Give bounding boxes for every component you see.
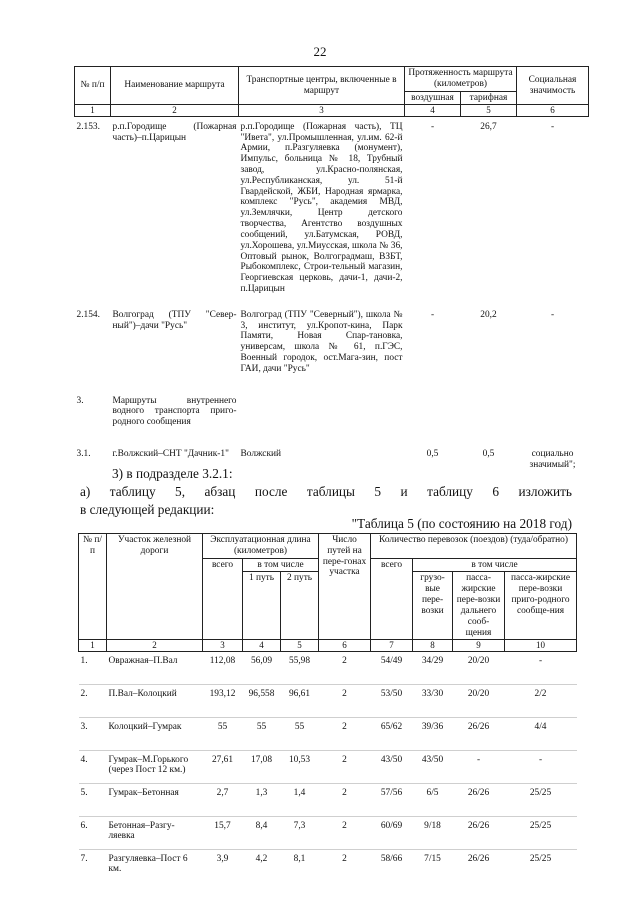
- traffic-freight: 7/15: [413, 849, 453, 882]
- column-number: 4: [243, 640, 281, 651]
- length-track2: 10,53: [281, 750, 319, 783]
- length-track2: 55,98: [288, 655, 311, 666]
- railway-section: Гумрак–М.Горького (через Пост 12 км.): [107, 750, 203, 783]
- traffic-freight: 33/30: [413, 684, 453, 717]
- column-number: 5: [281, 640, 319, 651]
- table-caption: "Таблица 5 (по состоянию на 2018 год): [351, 516, 572, 531]
- track-count: 2: [319, 849, 371, 882]
- col-header-length: Эксплуатационная длина (километров): [203, 534, 319, 559]
- route-social-significance: социально значимый";: [529, 449, 576, 470]
- traffic-suburban: 4/4: [505, 717, 577, 750]
- length-track1: 8,4: [243, 816, 281, 849]
- length-track2: 7,3: [281, 816, 319, 849]
- col-header-section: Участок железной дороги: [107, 534, 203, 640]
- col-header-long-distance: пасса-жирские пере-возки дальнего сооб-щения: [453, 572, 505, 640]
- traffic-suburban: 25/25: [505, 783, 577, 816]
- row-number: 5.: [79, 783, 107, 816]
- table-row: [75, 296, 589, 376]
- instruction-paragraph-line1: а) таблицу 5, абзац после таблицы 5 и таблицу 6 изложить: [80, 484, 572, 499]
- column-number: 1: [75, 105, 111, 116]
- table-row: [79, 684, 577, 717]
- railway-section: Бетонная–Разгу-ляевка: [107, 816, 203, 849]
- column-number: 1: [79, 640, 107, 651]
- length-total: 15,7: [203, 816, 243, 849]
- col-header-traffic: Количество перевозок (поездов) (туда/обратно): [371, 534, 577, 559]
- route-transport-centers: р.п.Городище (Пожарная часть), ТЦ "Ивета", ул.Промышленная, ул.им. 62-й Армии, п.Разгуляевка (монумент), Импульс, больница № 18, Трубный завод, ул.Красно-полянская, ул.Республиканская, ул. 51-й Гвардейской, ЖБИ, Народная ярмарка, комплекс "Русь", академия МВД, ул.Землячки, Центр детского творчества, Агентство воздушных сообщений, ул.Батумская, РОВД, ул.Хорошева, ул.Миусская, школа № 36, Оптовый рынок, Волгоградмаш, ВЗБТ, Рыбокомплекс, Строи-тельный магазин, Георгиевская церковь, дачи-1, дачи-2, п.Царицын: [240, 121, 403, 294]
- traffic-suburban: -: [505, 750, 577, 783]
- track-count: 2: [319, 750, 371, 783]
- length-total: 55: [203, 717, 243, 750]
- column-number: 2: [107, 640, 203, 651]
- track-count: 2: [319, 783, 371, 816]
- length-track1: 17,08: [243, 750, 281, 783]
- table-row: [75, 116, 589, 296]
- routes-table: [74, 66, 589, 472]
- traffic-long-distance: 26/26: [453, 717, 505, 750]
- traffic-long-distance: 26/26: [453, 783, 505, 816]
- traffic-freight: 9/18: [413, 816, 453, 849]
- length-track2: 1,4: [281, 783, 319, 816]
- traffic-freight: 34/29: [421, 655, 444, 666]
- route-transport-centers: Волжский: [240, 449, 282, 460]
- col-header-track1: 1 путь: [243, 572, 281, 640]
- traffic-suburban: 2/2: [505, 684, 577, 717]
- route-transport-centers: Волгоград (ТПУ "Северный"), школа № 3, институт, ул.Кропот-кина, Парк Памяти, Новая Спар-тановка, универсам, школа № 61, п.ГЭС, Военный городок, ост.Мага-зин, пост ГАИ, дачи "Русь": [240, 309, 403, 374]
- railway-sections-table-body: [79, 651, 577, 882]
- traffic-freight: 39/36: [413, 717, 453, 750]
- route-name: р.п.Городище (Пожарная часть)–п.Царицын: [112, 121, 237, 143]
- subsection-paragraph: 3) в подразделе 3.2.1:: [112, 466, 233, 481]
- route-length-air: [405, 376, 461, 429]
- length-total: 112,08: [209, 655, 236, 666]
- traffic-long-distance: 26/26: [453, 816, 505, 849]
- track-count: 2: [319, 816, 371, 849]
- col-header-social: Социальная значимость: [517, 67, 589, 105]
- col-header-transport-centers: Транспортные центры, включенные в маршрут: [239, 67, 405, 105]
- column-number: 10: [505, 640, 577, 651]
- route-number: 2.154.: [76, 309, 100, 320]
- column-number: 6: [517, 105, 589, 116]
- col-header-route-name: Наименование маршрута: [111, 67, 239, 105]
- row-number: 2.: [79, 684, 107, 717]
- length-track1: 4,2: [243, 849, 281, 882]
- route-length-air: -: [430, 309, 435, 320]
- traffic-freight: 6/5: [413, 783, 453, 816]
- col-header-freight: грузо-вые пере-возки: [413, 572, 453, 640]
- traffic-freight: 43/50: [413, 750, 453, 783]
- col-header-traffic-in-that: в том числе: [413, 558, 577, 572]
- table-row: [79, 816, 577, 849]
- col-header-track2: 2 путь: [281, 572, 319, 640]
- length-total: 27,61: [203, 750, 243, 783]
- column-number: 6: [319, 640, 371, 651]
- col-header-route-length: Протяженность маршрута (километров): [405, 67, 517, 92]
- column-number: 3: [239, 105, 405, 116]
- route-length-air: -: [430, 121, 435, 132]
- row-number: 6.: [79, 816, 107, 849]
- instruction-paragraph-line2: в следующей редакции:: [80, 502, 215, 517]
- traffic-total: 58/66: [371, 849, 413, 882]
- railway-section: Овражная–П.Вал: [108, 655, 178, 666]
- length-track2: 8,1: [281, 849, 319, 882]
- railway-section: Гумрак–Бетонная: [107, 783, 203, 816]
- route-length-tariff: [461, 376, 517, 429]
- column-number: 3: [203, 640, 243, 651]
- traffic-suburban: -: [538, 655, 543, 666]
- table-row: [75, 376, 589, 429]
- route-number: 2.153.: [76, 121, 100, 132]
- track-count: 2: [319, 684, 371, 717]
- route-number: 3.1.: [76, 449, 91, 460]
- row-number: 3.: [79, 717, 107, 750]
- length-track1: 56,09: [250, 655, 273, 666]
- column-number: 7: [371, 640, 413, 651]
- route-name: Волгоград (ТПУ "Север-ный")–дачи "Русь": [112, 309, 237, 331]
- col-header-suburban: пасса-жирские пере-возки приго-родного сообще-ния: [505, 572, 577, 640]
- column-number: 2: [111, 105, 239, 116]
- length-total: 3,9: [203, 849, 243, 882]
- column-number-row: [79, 640, 577, 651]
- railway-sections-table: [78, 533, 577, 882]
- traffic-total: 65/62: [371, 717, 413, 750]
- route-number: 3.: [76, 395, 84, 406]
- table-row: [79, 717, 577, 750]
- length-total: 193,12: [203, 684, 243, 717]
- table-row: [79, 651, 577, 684]
- railway-section: Колоцкий–Гумрак: [107, 717, 203, 750]
- column-number-row: [75, 105, 589, 116]
- traffic-total: 43/50: [371, 750, 413, 783]
- route-length-tariff: 26,7: [480, 121, 497, 132]
- railway-section: П.Вал–Колоцкий: [107, 684, 203, 717]
- route-length-tariff: 20,2: [480, 309, 497, 320]
- page-number: 22: [313, 44, 327, 59]
- traffic-suburban: 25/25: [505, 849, 577, 882]
- col-header-length-in-that: в том числе: [243, 558, 319, 572]
- traffic-long-distance: 26/26: [453, 849, 505, 882]
- column-number: 9: [453, 640, 505, 651]
- length-track1: 1,3: [243, 783, 281, 816]
- route-name: г.Волжский–СНТ "Дачник-1": [112, 449, 229, 460]
- route-social-significance: [517, 376, 589, 429]
- table-row: [79, 783, 577, 816]
- routes-table-body: [75, 116, 589, 471]
- col-header-traffic-total: всего: [371, 558, 413, 640]
- table-row: [79, 750, 577, 783]
- table-row: [79, 849, 577, 882]
- route-social-significance: -: [550, 121, 555, 132]
- track-count: 2: [319, 717, 371, 750]
- route-length-air: 0,5: [426, 449, 439, 460]
- length-total: 2,7: [203, 783, 243, 816]
- traffic-suburban: 25/25: [505, 816, 577, 849]
- traffic-total: 60/69: [371, 816, 413, 849]
- traffic-long-distance: 20/20: [453, 684, 505, 717]
- col-header-length-total: всего: [203, 558, 243, 640]
- traffic-long-distance: 20/20: [467, 655, 490, 666]
- route-transport-centers: [239, 376, 405, 429]
- length-track1: 55: [243, 717, 281, 750]
- traffic-total: 53/50: [371, 684, 413, 717]
- length-track2: 96,61: [281, 684, 319, 717]
- col-header-air: воздушная: [405, 91, 461, 105]
- col-header-num: № п/п: [75, 67, 111, 105]
- column-number: 8: [413, 640, 453, 651]
- traffic-long-distance: -: [453, 750, 505, 783]
- traffic-total: 54/49: [380, 655, 403, 666]
- traffic-total: 57/56: [371, 783, 413, 816]
- length-track1: 96,558: [243, 684, 281, 717]
- row-number: 7.: [79, 849, 107, 882]
- col-header-num: № п/п: [79, 534, 107, 640]
- column-number: 5: [461, 105, 517, 116]
- route-social-significance: -: [550, 309, 555, 320]
- railway-section: Разгуляевка–Пост 6 км.: [107, 849, 203, 882]
- route-name: Маршруты внутреннего водного транспорта приго-родного сообщения: [112, 395, 237, 428]
- row-number: 1.: [80, 655, 88, 666]
- length-track2: 55: [281, 717, 319, 750]
- col-header-tracks: Число путей на пере-гонах участка: [319, 534, 371, 640]
- col-header-tariff: тарифная: [461, 91, 517, 105]
- column-number: 4: [405, 105, 461, 116]
- route-length-tariff: 0,5: [482, 449, 495, 460]
- row-number: 4.: [79, 750, 107, 783]
- track-count: 2: [342, 655, 347, 666]
